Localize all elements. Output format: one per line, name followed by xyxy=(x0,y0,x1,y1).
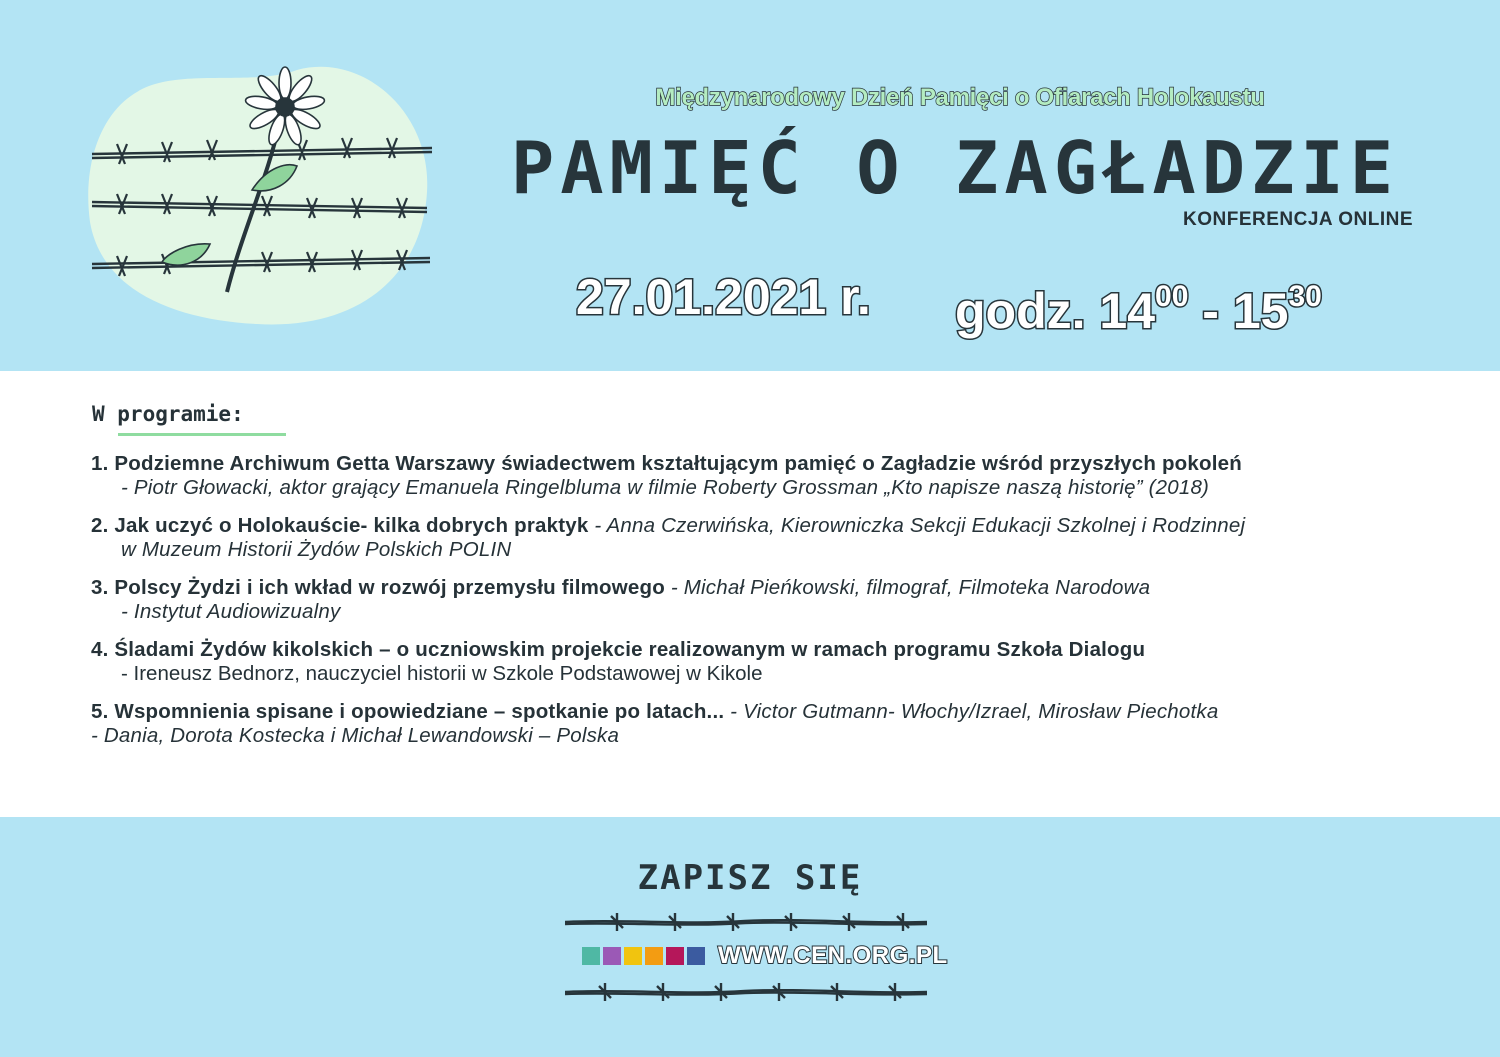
item-speaker-cont: - Dania, Dorota Kostecka i Michał Lewandowski – Polska xyxy=(91,724,620,747)
item-speaker-cont: - Instytut Audiowizualny xyxy=(121,600,341,623)
hours-prefix: godz. 14 xyxy=(955,283,1156,339)
program-item-4 xyxy=(91,638,1431,686)
footer-band xyxy=(0,817,1500,1057)
color-square xyxy=(666,947,684,965)
barbed-wire-icon xyxy=(565,910,927,934)
hours-separator: - 15 xyxy=(1188,283,1289,339)
item-title: 2. Jak uczyć o Holokauście- kilka dobrych praktyk xyxy=(91,514,589,537)
program-item-5 xyxy=(91,700,1431,748)
website-link[interactable]: WWW.CEN.ORG.PL xyxy=(718,942,948,969)
barbed-wire-icon xyxy=(565,980,927,1004)
item-speaker: - Piotr Głowacki, aktor grający Emanuela Ringelbluma w filmie Roberty Grossman „Kto napisze naszą historię” (2018) xyxy=(121,476,1210,499)
brand-color-squares xyxy=(582,947,705,965)
color-square xyxy=(603,947,621,965)
event-subtitle: Międzynarodowy Dzień Pamięci o Ofiarach Holokaustu xyxy=(655,84,1265,111)
color-square xyxy=(645,947,663,965)
hours-start-minutes: 00 xyxy=(1155,280,1189,313)
program-heading: W programie: xyxy=(92,402,244,426)
color-square xyxy=(687,947,705,965)
item-speaker: - Ireneusz Bednorz, nauczyciel historii w Szkole Podstawowej w Kikole xyxy=(121,662,763,685)
program-item-1 xyxy=(91,452,1431,500)
item-speaker: - Michał Pieńkowski, filmograf, Filmoteka Narodowa xyxy=(664,576,1151,599)
page-title: PAMIĘĆ O ZAGŁADZIE xyxy=(510,126,1400,210)
program-item-2 xyxy=(91,514,1431,562)
event-date: 27.01.2021 r. xyxy=(576,269,871,325)
heading-underline xyxy=(118,433,286,436)
item-title: 5. Wspomnienia spisane i opowiedziane – spotkanie po latach... xyxy=(91,700,725,723)
signup-heading: ZAPISZ SIĘ xyxy=(637,858,863,898)
color-square xyxy=(582,947,600,965)
event-type: KONFERENCJA ONLINE xyxy=(1183,209,1413,230)
program-list xyxy=(91,452,1431,762)
item-title: 1. Podziemne Archiwum Getta Warszawy świadectwem kształtującym pamięć o Zagładzie wśród przyszłych pokoleń xyxy=(91,452,1242,475)
item-speaker: - Anna Czerwińska, Kierowniczka Sekcji Edukacji Szkolnej i Rodzinnej xyxy=(588,514,1246,537)
hours-end-minutes: 30 xyxy=(1288,280,1322,313)
flower-barbed-wire-icon xyxy=(82,62,442,332)
item-title: 4. Śladami Żydów kikolskich – o uczniowskim projekcie realizowanym w ramach programu Szkoła Dialogu xyxy=(91,638,1146,661)
item-title: 3. Polscy Żydzi i ich wkład w rozwój przemysłu filmowego xyxy=(91,576,665,599)
color-square xyxy=(624,947,642,965)
item-speaker-cont: w Muzeum Historii Żydów Polskich POLIN xyxy=(121,538,512,561)
event-hours xyxy=(955,262,1322,346)
program-item-3 xyxy=(91,576,1431,624)
item-speaker: - Victor Gutmann- Włochy/Izrael, Mirosław Piechotka xyxy=(724,700,1219,723)
